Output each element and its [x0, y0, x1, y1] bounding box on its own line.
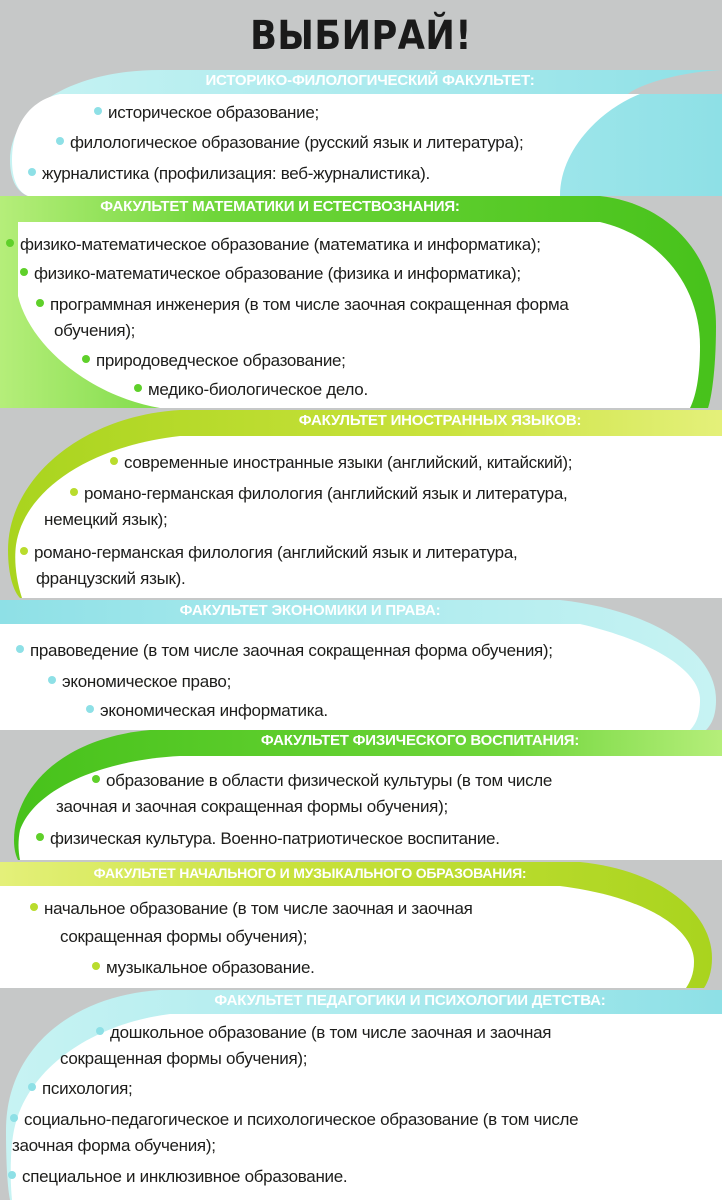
program-item-continuation: заочная и заочная сокращенная формы обучения);	[56, 797, 448, 816]
program-item: экономическое право;	[48, 669, 231, 695]
bullet-icon	[56, 137, 64, 145]
bullet-icon	[20, 547, 28, 555]
faculty-section-foreign-languages	[0, 410, 722, 598]
program-item-continuation: сокращенная формы обучения);	[60, 927, 308, 946]
bullet-icon	[92, 775, 100, 783]
faculty-heading: ФАКУЛЬТЕТ ФИЗИЧЕСКОГО ВОСПИТАНИЯ:	[260, 732, 580, 749]
faculty-heading: ФАКУЛЬТЕТ ИНОСТРАННЫХ ЯЗЫКОВ:	[298, 412, 582, 429]
program-item: журналистика (профилизация: веб-журналистика).	[28, 161, 430, 187]
program-item: медико-биологическое дело.	[134, 377, 368, 403]
bullet-icon	[30, 903, 38, 911]
program-item: начальное образование (в том числе заочная и заочная	[30, 896, 473, 922]
bullet-icon	[10, 1114, 18, 1122]
program-item: природоведческое образование;	[82, 348, 346, 374]
faculty-section-primary-music	[0, 862, 722, 988]
program-item: физико-математическое образование (физика и информатика);	[20, 261, 521, 287]
program-item-continuation: обучения);	[54, 321, 136, 340]
program-item-continuation: сокращенная формы обучения);	[60, 1049, 308, 1068]
program-item: правоведение (в том числе заочная сокращенная форма обучения);	[16, 638, 553, 664]
bullet-icon	[28, 168, 36, 176]
faculty-section-economics-law	[0, 600, 722, 730]
bullet-icon	[48, 676, 56, 684]
program-item: психология;	[28, 1076, 132, 1102]
bullet-icon	[92, 962, 100, 970]
bullet-icon	[70, 488, 78, 496]
program-item: программная инженерия (в том числе заочная сокращенная форма	[36, 292, 569, 318]
faculty-section-physical-education	[0, 730, 722, 860]
bullet-icon	[96, 1027, 104, 1035]
faculty-section-math-science	[0, 196, 722, 408]
program-item: социально-педагогическое и психологическое образование (в том числе	[10, 1107, 578, 1133]
program-item: романо-германская филология (английский язык и литература,	[70, 481, 567, 507]
program-item: физико-математическое образование (математика и информатика);	[6, 232, 541, 258]
faculty-heading: ФАКУЛЬТЕТ ЭКОНОМИКИ И ПРАВА:	[179, 602, 441, 619]
faculty-heading: ИСТОРИКО-ФИЛОЛОГИЧЕСКИЙ ФАКУЛЬТЕТ:	[205, 72, 535, 89]
faculty-heading: ФАКУЛЬТЕТ ПЕДАГОГИКИ И ПСИХОЛОГИИ ДЕТСТВА:	[214, 992, 606, 1009]
bullet-icon	[82, 355, 90, 363]
program-item: филологическое образование (русский язык и литература);	[56, 130, 523, 156]
program-item: физическая культура. Военно-патриотическое воспитание.	[36, 826, 500, 852]
program-item: специальное и инклюзивное образование.	[8, 1164, 347, 1190]
program-item: экономическая информатика.	[86, 698, 328, 724]
bullet-icon	[94, 107, 102, 115]
bullet-icon	[36, 299, 44, 307]
program-item-continuation: немецкий язык);	[44, 510, 168, 529]
faculty-heading: ФАКУЛЬТЕТ МАТЕМАТИКИ И ЕСТЕСТВОЗНАНИЯ:	[100, 198, 460, 215]
program-item: образование в области физической культуры (в том числе	[92, 768, 552, 794]
program-item: романо-германская филология (английский язык и литература,	[20, 540, 517, 566]
program-item-continuation: французский язык).	[36, 569, 186, 588]
faculty-section-pedagogy-psychology	[0, 990, 722, 1200]
faculty-heading: ФАКУЛЬТЕТ НАЧАЛЬНОГО И МУЗЫКАЛЬНОГО ОБРАЗОВАНИЯ:	[93, 865, 527, 881]
program-item: современные иностранные языки (английский, китайский);	[110, 450, 572, 476]
bullet-icon	[36, 833, 44, 841]
page-title: ВЫБИРАЙ!	[250, 13, 472, 59]
program-item-continuation: заочная форма обучения);	[12, 1136, 216, 1155]
bullet-icon	[16, 645, 24, 653]
bullet-icon	[20, 268, 28, 276]
program-item: музыкальное образование.	[92, 955, 315, 981]
faculty-section-history-philology	[0, 70, 722, 196]
program-item: историческое образование;	[94, 100, 319, 126]
bullet-icon	[110, 457, 118, 465]
bullet-icon	[86, 705, 94, 713]
bullet-icon	[28, 1083, 36, 1091]
bullet-icon	[134, 384, 142, 392]
bullet-icon	[6, 239, 14, 247]
program-item: дошкольное образование (в том числе заочная и заочная	[96, 1020, 551, 1046]
bullet-icon	[8, 1171, 16, 1179]
